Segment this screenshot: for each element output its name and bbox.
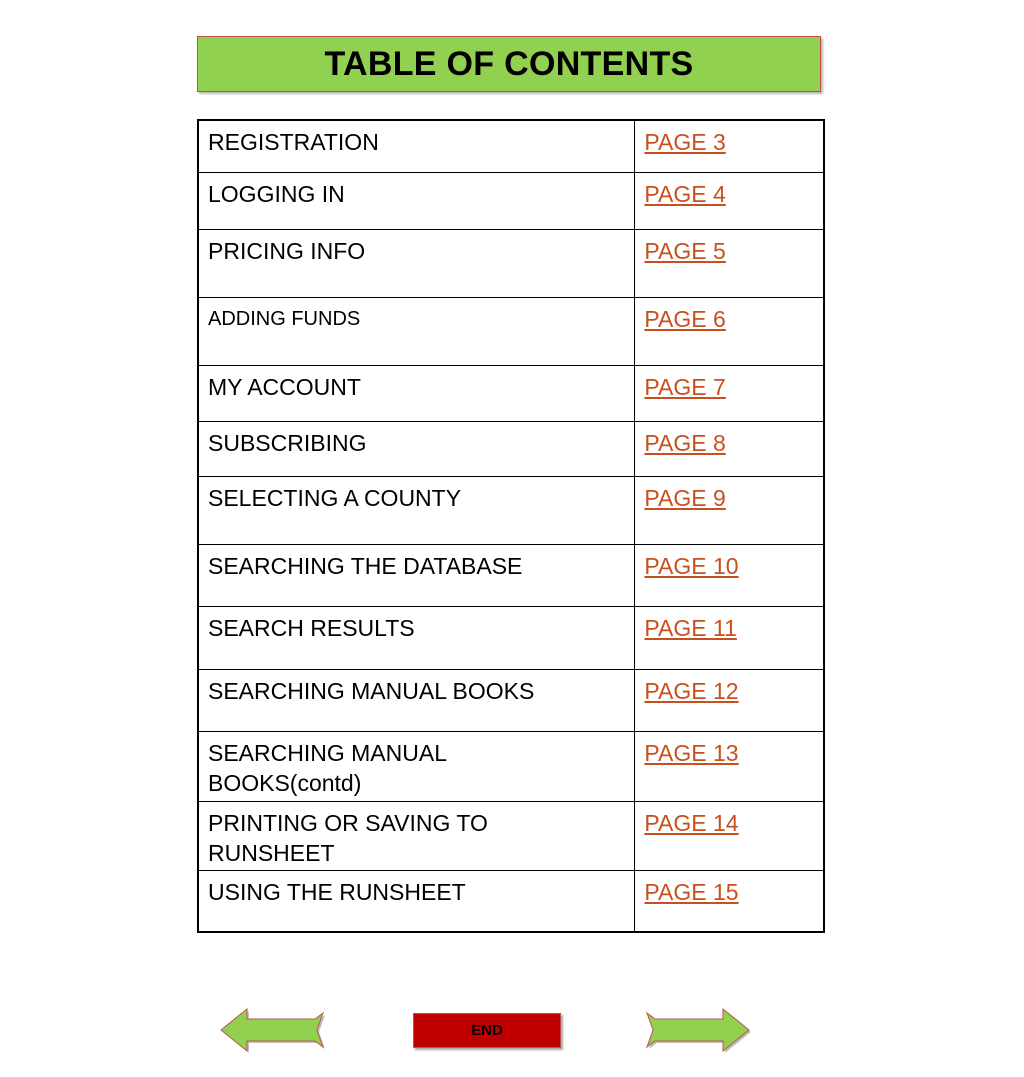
topic-label: PRICING INFO — [198, 229, 635, 297]
table-row — [198, 172, 824, 229]
table-row — [198, 421, 824, 476]
page-link[interactable]: PAGE 13 — [644, 739, 739, 766]
topic-label: LOGGING IN — [198, 172, 635, 229]
table-row — [198, 801, 824, 870]
table-row — [198, 120, 824, 172]
topic-label: PRINTING OR SAVING TO RUNSHEET — [198, 801, 635, 870]
right-arrow-icon[interactable] — [643, 1007, 753, 1053]
topic-label: SEARCH RESULTS — [198, 606, 635, 669]
page-link[interactable]: PAGE 4 — [644, 180, 726, 207]
table-row — [198, 297, 824, 365]
table-row — [198, 544, 824, 606]
page-link[interactable]: PAGE 8 — [644, 429, 726, 456]
topic-label: SUBSCRIBING — [198, 421, 635, 476]
page-link[interactable]: PAGE 12 — [644, 677, 739, 704]
table-row — [198, 476, 824, 544]
page-link[interactable]: PAGE 9 — [644, 484, 726, 511]
left-arrow-icon[interactable] — [217, 1007, 327, 1053]
page-link[interactable]: PAGE 5 — [644, 237, 726, 264]
topic-label: ADDING FUNDS — [198, 297, 635, 365]
page-link[interactable]: PAGE 3 — [644, 129, 726, 155]
page-link[interactable]: PAGE 15 — [644, 878, 739, 905]
table-row — [198, 229, 824, 297]
title-banner — [197, 36, 821, 92]
table-row — [198, 870, 824, 932]
topic-label: REGISTRATION — [198, 120, 635, 172]
topic-label: SEARCHING THE DATABASE — [198, 544, 635, 606]
page-link[interactable]: PAGE 6 — [644, 305, 726, 332]
topic-label: SELECTING A COUNTY — [198, 476, 635, 544]
page-link[interactable]: PAGE 11 — [644, 614, 737, 641]
contents-table — [197, 119, 825, 933]
topic-label: SEARCHING MANUAL BOOKS — [198, 669, 635, 731]
table-row — [198, 606, 824, 669]
page-link[interactable]: PAGE 10 — [644, 552, 739, 579]
page-link[interactable]: PAGE 14 — [644, 809, 739, 836]
page-title: TABLE OF CONTENTS — [324, 44, 694, 83]
table-row — [198, 669, 824, 731]
topic-label: USING THE RUNSHEET — [198, 870, 635, 932]
topic-label: MY ACCOUNT — [198, 365, 635, 421]
topic-label: SEARCHING MANUAL BOOKS(contd) — [198, 731, 635, 801]
page-link[interactable]: PAGE 7 — [644, 373, 726, 400]
end-button-label: END — [471, 1022, 503, 1039]
table-row — [198, 365, 824, 421]
table-row — [198, 731, 824, 801]
end-button[interactable] — [413, 1013, 561, 1048]
